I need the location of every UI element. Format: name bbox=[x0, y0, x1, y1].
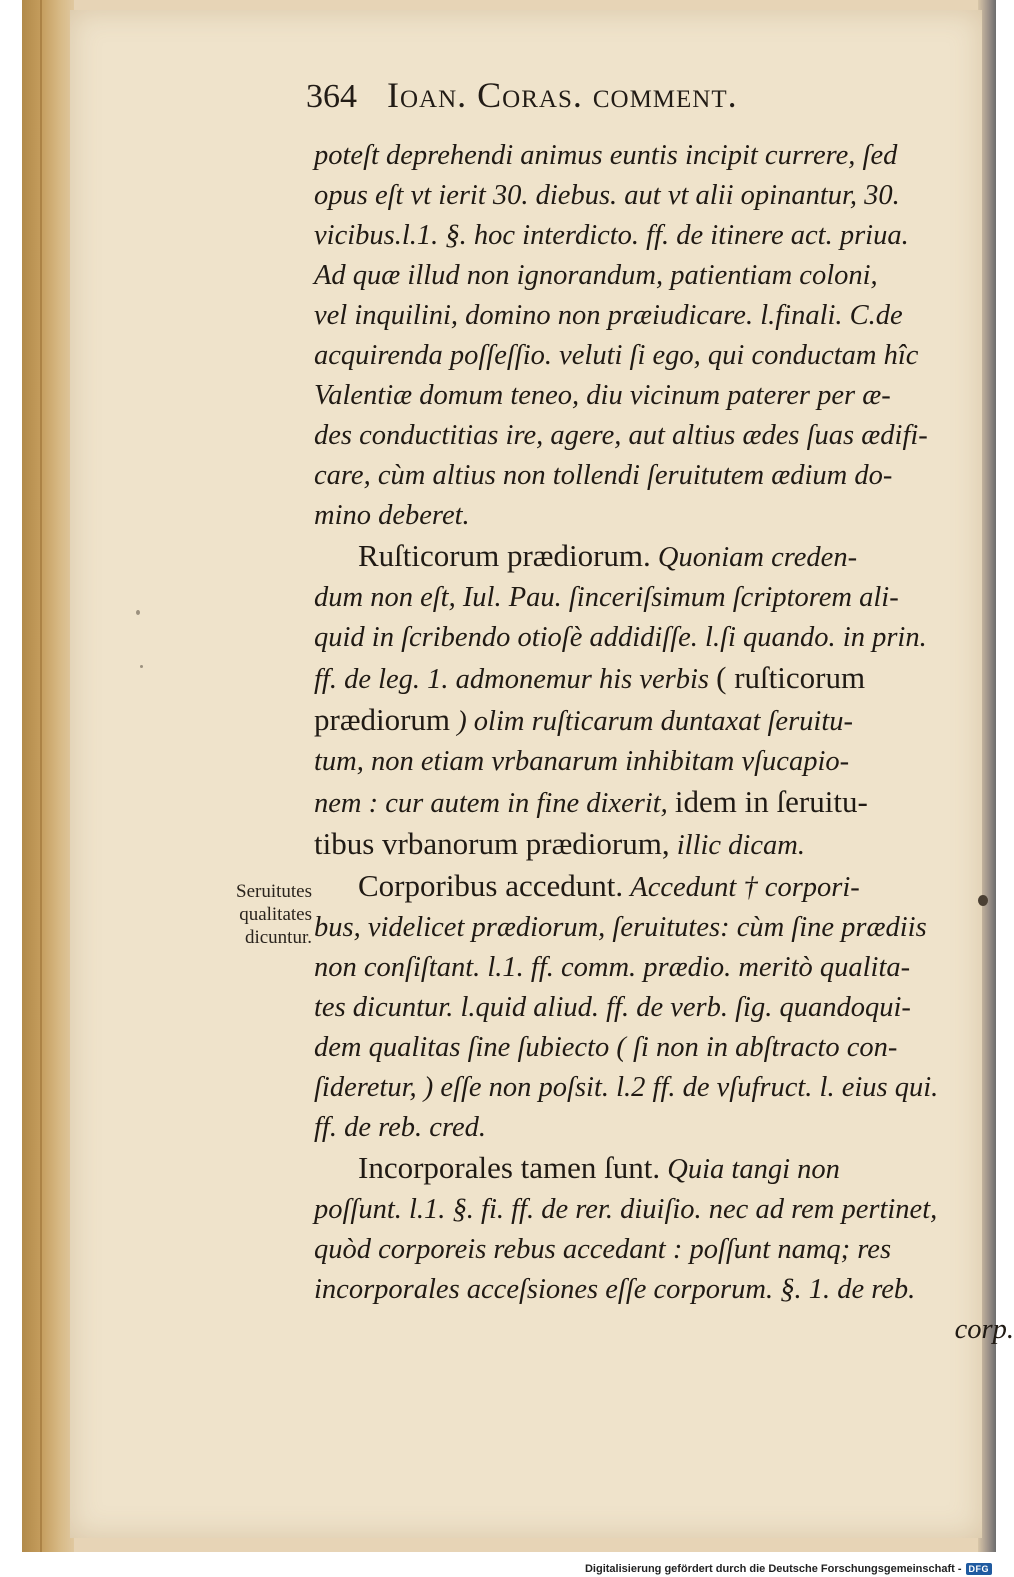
text-span: Accedunt † corpori- bbox=[630, 872, 860, 903]
running-title: Ioan. Coras. comment. bbox=[387, 75, 738, 115]
scanned-page-image bbox=[22, 0, 1014, 1552]
text-line bbox=[314, 824, 1014, 866]
text-line: care, cùm altius non tollendi ſeruitutem ædium do- bbox=[314, 460, 893, 491]
margin-note-line: qualitates bbox=[239, 904, 312, 925]
text-line: tes dicuntur. l.quid aliud. ff. de verb. ſig. quandoqui- bbox=[314, 992, 911, 1023]
book-edge-line bbox=[40, 0, 42, 1552]
text-span: ) olim ruſticarum duntaxat ſeruitu- bbox=[457, 706, 853, 737]
text-span: ff. de leg. 1. admonemur his verbis bbox=[314, 664, 709, 695]
text-line: vicibus.l.1. §. hoc interdicto. ff. de itinere act. priua. bbox=[314, 220, 909, 251]
ink-speck bbox=[136, 610, 140, 615]
text-line: acquirenda poſſeſſio. veluti ſi ego, qui conductam hîc bbox=[314, 340, 919, 371]
text-line: mino deberet. bbox=[314, 500, 470, 531]
text-span: prædiorum bbox=[314, 702, 451, 737]
text-line: des conductitias ire, agere, aut altius ædes ſuas ædifi- bbox=[314, 420, 928, 451]
text-line: opus eſt vt ierit 30. diebus. aut vt alii opinantur, 30. bbox=[314, 180, 900, 211]
text-line bbox=[314, 782, 1014, 824]
text-line: dum non eſt, Iul. Pau. ſinceriſsimum ſcriptorem ali- bbox=[314, 582, 899, 613]
text-line: quòd corporeis rebus accedant : poſſunt namq; res bbox=[314, 1234, 892, 1265]
lemma: Corporibus accedunt. bbox=[358, 868, 624, 903]
text-line: poſſunt. l.1. §. fi. ff. de rer. diuiſio. nec ad rem pertinet, bbox=[314, 1194, 938, 1225]
text-line: quid in ſcribendo otioſè addidiſſe. l.ſi quando. in prin. bbox=[314, 622, 927, 653]
margin-note bbox=[182, 880, 312, 949]
ink-blot bbox=[978, 895, 988, 906]
text-line: dem qualitas ſine ſubiecto ( ſi non in abſtracto con- bbox=[314, 1032, 898, 1063]
text-line: non conſiſtant. l.1. ff. comm. prædio. meritò qualita- bbox=[314, 952, 911, 983]
lemma: Incorporales tamen ſunt. bbox=[358, 1150, 661, 1185]
paragraph-start bbox=[314, 866, 1014, 908]
margin-note-line: dicuntur. bbox=[244, 927, 312, 948]
body-text bbox=[314, 136, 1014, 1350]
catchword: corp. bbox=[954, 1314, 1014, 1345]
text-line: ff. de reb. cred. bbox=[314, 1112, 487, 1143]
running-header bbox=[306, 74, 738, 116]
margin-note-line: Seruitutes bbox=[236, 881, 312, 902]
digitization-credit bbox=[585, 1563, 992, 1575]
paragraph-start bbox=[314, 536, 1014, 578]
text-line bbox=[314, 700, 1014, 742]
text-span: idem in ſeruitu- bbox=[674, 784, 868, 819]
dfg-logo-icon: DFG bbox=[966, 1563, 993, 1575]
text-line bbox=[314, 658, 1014, 700]
text-line: ſideretur, ) eſſe non poſsit. l.2 ff. de vſufruct. l. eius qui. bbox=[314, 1072, 939, 1103]
text-span: nem : cur autem in fine dixerit, bbox=[314, 788, 668, 819]
text-line: vel inquilini, domino non præiudicare. l.finali. C.de bbox=[314, 300, 903, 331]
text-span: tibus vrbanorum prædiorum, bbox=[314, 826, 670, 861]
book-page bbox=[70, 10, 1014, 1538]
text-line: tum, non etiam vrbanarum inhibitam vſucapio- bbox=[314, 746, 850, 777]
text-line: incorporales acceſsiones eſſe corporum. §. 1. de reb. bbox=[314, 1274, 916, 1305]
book-edge-left bbox=[22, 0, 74, 1552]
text-line: poteſt deprehendi animus euntis incipit currere, ſed bbox=[314, 140, 898, 171]
ink-speck bbox=[140, 665, 143, 668]
text-line: Ad quæ illud non ignorandum, patientiam coloni, bbox=[314, 260, 878, 291]
text-span: Quia tangi non bbox=[667, 1154, 840, 1185]
text-span: ( ruſticorum bbox=[716, 660, 866, 695]
page-number: 364 bbox=[306, 78, 357, 115]
lemma: Ruſticorum prædiorum. bbox=[358, 538, 651, 573]
text-span: illic dicam. bbox=[676, 830, 805, 861]
text-span: Quoniam creden- bbox=[657, 542, 858, 573]
credit-text: Digitalisierung gefördert durch die Deutsche Forschungsgemeinschaft - bbox=[584, 1563, 962, 1575]
text-line: Valentiæ domum teneo, diu vicinum paterer per æ- bbox=[314, 380, 891, 411]
paragraph-start bbox=[314, 1148, 1014, 1190]
text-line: bus, videlicet prædiorum, ſeruitutes: cùm ſine prædiis bbox=[314, 912, 927, 943]
